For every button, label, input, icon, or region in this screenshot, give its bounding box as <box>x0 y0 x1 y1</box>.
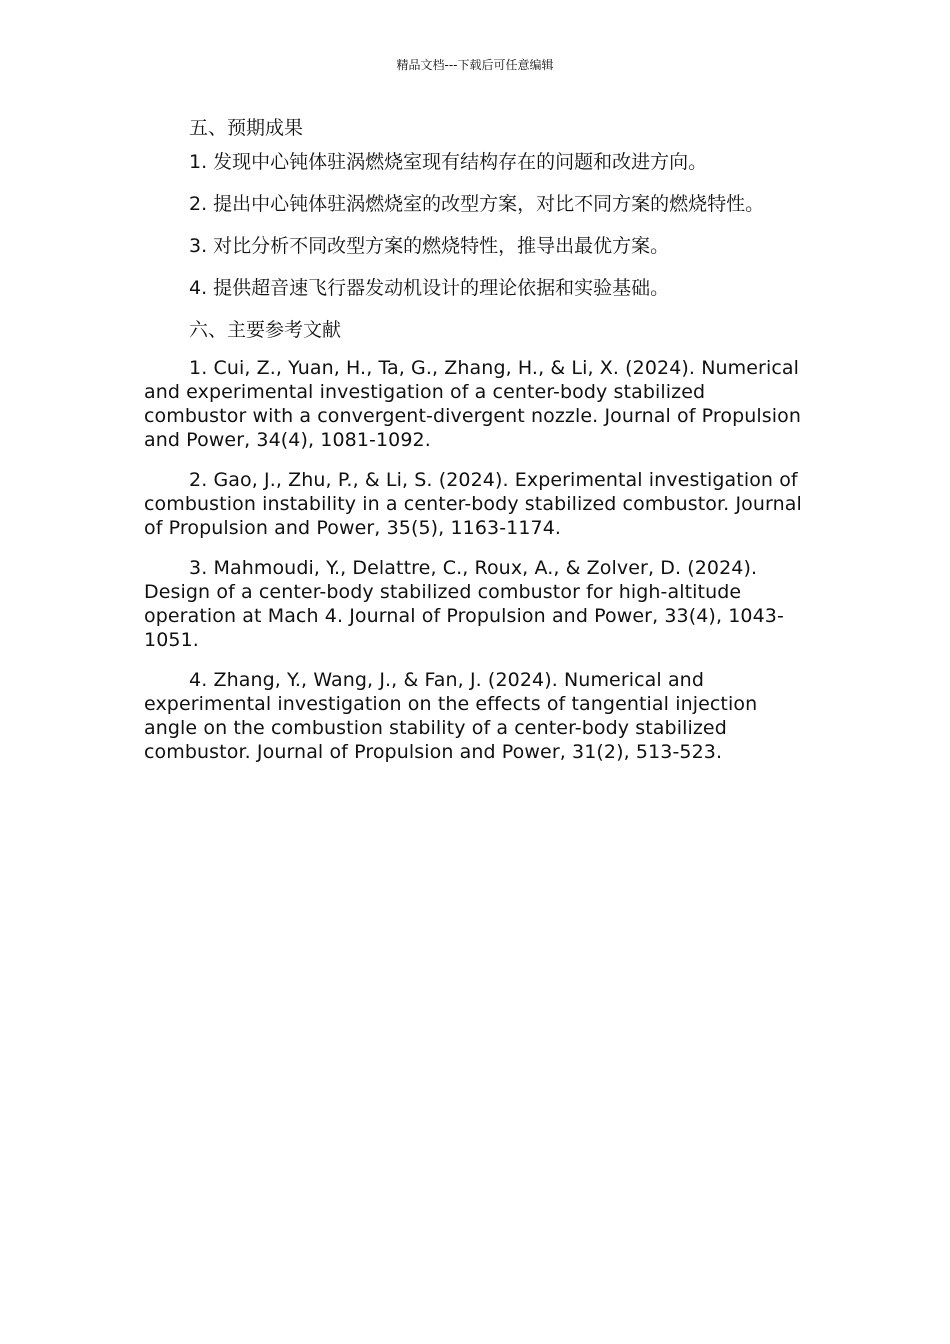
document-body <box>144 116 809 780</box>
section-heading-references: 六、主要参考文献 <box>189 319 342 341</box>
reference-item: 3. Mahmoudi, Y., Delattre, C., Roux, A., & Zolver, D. (2024). Design of a center-body stabilized combustor for high-altitude operation at Mach 4. Journal of Propulsion and Power, 33(4), 1043-1051. <box>144 557 784 651</box>
expected-result-item: 2. 提出中心钝体驻涡燃烧室的改型方案，对比不同方案的燃烧特性。 <box>189 193 765 215</box>
reference-item: 4. Zhang, Y., Wang, J., & Fan, J. (2024). Numerical and experimental investigation on the effects of tangential injection angle on the combustion stability of a center-body stabilized combustor. Journal of Propulsion and Power, 31(2), 513-523. <box>144 669 758 763</box>
page-header: 精品文档---下载后可任意编辑 <box>396 58 554 72</box>
expected-result-item: 4. 提供超音速飞行器发动机设计的理论依据和实验基础。 <box>189 277 670 299</box>
expected-result-item: 3. 对比分析不同改型方案的燃烧特性，推导出最优方案。 <box>189 235 670 257</box>
expected-result-item: 1. 发现中心钝体驻涡燃烧室现有结构存在的问题和改进方向。 <box>189 151 708 173</box>
section-heading-expected-results: 五、预期成果 <box>189 117 304 139</box>
reference-item: 1. Cui, Z., Yuan, H., Ta, G., Zhang, H., & Li, X. (2024). Numerical and experimental investigation of a center-body stabilized combustor with a convergent-divergent nozzle. Journal of Propulsion and Power, 34(4), 1081-1092. <box>144 357 802 451</box>
reference-item: 2. Gao, J., Zhu, P., & Li, S. (2024). Experimental investigation of combustion instability in a center-body stabilized combustor. Journal of Propulsion and Power, 35(5), 1163-1174. <box>144 469 802 539</box>
